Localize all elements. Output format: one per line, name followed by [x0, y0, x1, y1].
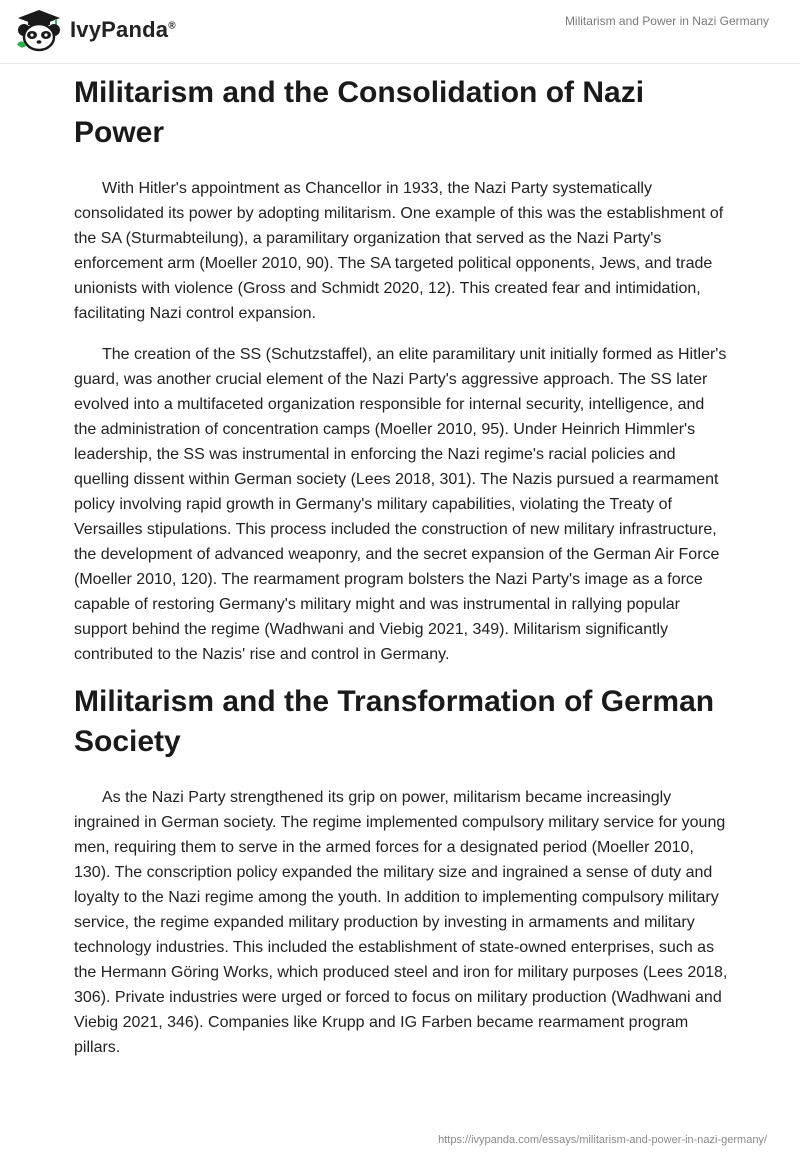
document-title: Militarism and Power in Nazi Germany — [564, 14, 769, 28]
header-divider — [0, 63, 800, 64]
panda-graduation-icon — [14, 8, 64, 52]
section-heading-transformation: Militarism and the Transformation of German Society — [74, 685, 715, 758]
section-heading-consolidation: Militarism and the Consolidation of Nazi Power — [74, 76, 645, 149]
paragraph: With Hitler's appointment as Chancellor in 1933, the Nazi Party systematically consolidated its power by adopting militarism. One example of this was the establishment of the SA (Sturmabteilung), a paramilitary organization that served as the Nazi Party's enforcement arm (Moeller 2010, 90). The SA targeted political opponents, Jews, and trade unionists with violence (Gross and Schmidt 2020, 12). This created fear and intimidation, facilitating Nazi control expansion. — [74, 180, 724, 322]
essay-body — [74, 70, 728, 1060]
source-url[interactable]: https://ivypanda.com/essays/militarism-and-power-in-nazi-germany/ — [438, 1134, 767, 1146]
logo-wordmark: IvyPanda® — [70, 17, 176, 42]
page-header — [0, 0, 800, 60]
paragraph: The creation of the SS (Schutzstaffel), an elite paramilitary unit initially formed as Hitler's guard, was another crucial element of the Nazi Party's aggressive approach. The SS later evolved into a multifaceted organization responsible for internal security, intelligence, and the administration of concentration camps (Moeller 2010, 95). Under Heinrich Himmler's leadership, the SS was instrumental in enforcing the Nazi regime's racial policies and quelling dissent within German society (Lees 2018, 301). The Nazis pursued a rearmament policy involving rapid growth in Germany's military capabilities, violating the Treaty of Versailles stipulations. This process included the construction of new military infrastructure, the development of advanced weaponry, and the secret expansion of the German Air Force (Moeller 2010, 120). The rearmament program bolsters the Nazi Party's image as a force capable of restoring Germany's military might and was instrumental in rallying popular support behind the regime (Wadhwani and Viebig 2021, 349). Militarism significantly contributed to the Nazis' rise and control in Germany. — [74, 346, 727, 663]
paragraph: As the Nazi Party strengthened its grip on power, militarism became increasingly ingrained in German society. The regime implemented compulsory military service for young men, requiring them to serve in the armed forces for a designated period (Moeller 2010, 130). The conscription policy expanded the military size and ingrained a sense of duty and loyalty to the Nazi regime among the youth. In addition to implementing compulsory military service, the regime expanded military production by investing in armaments and military technology industries. This included the establishment of state-owned enterprises, such as the Hermann Göring Works, which produced steel and iron for military purposes (Lees 2018, 306). Private industries were urged or forced to focus on military production (Wadhwani and Viebig 2021, 346). Companies like Krupp and IG Farben became rearmament program pillars. — [74, 789, 728, 1056]
ivypanda-logo[interactable] — [14, 8, 214, 52]
